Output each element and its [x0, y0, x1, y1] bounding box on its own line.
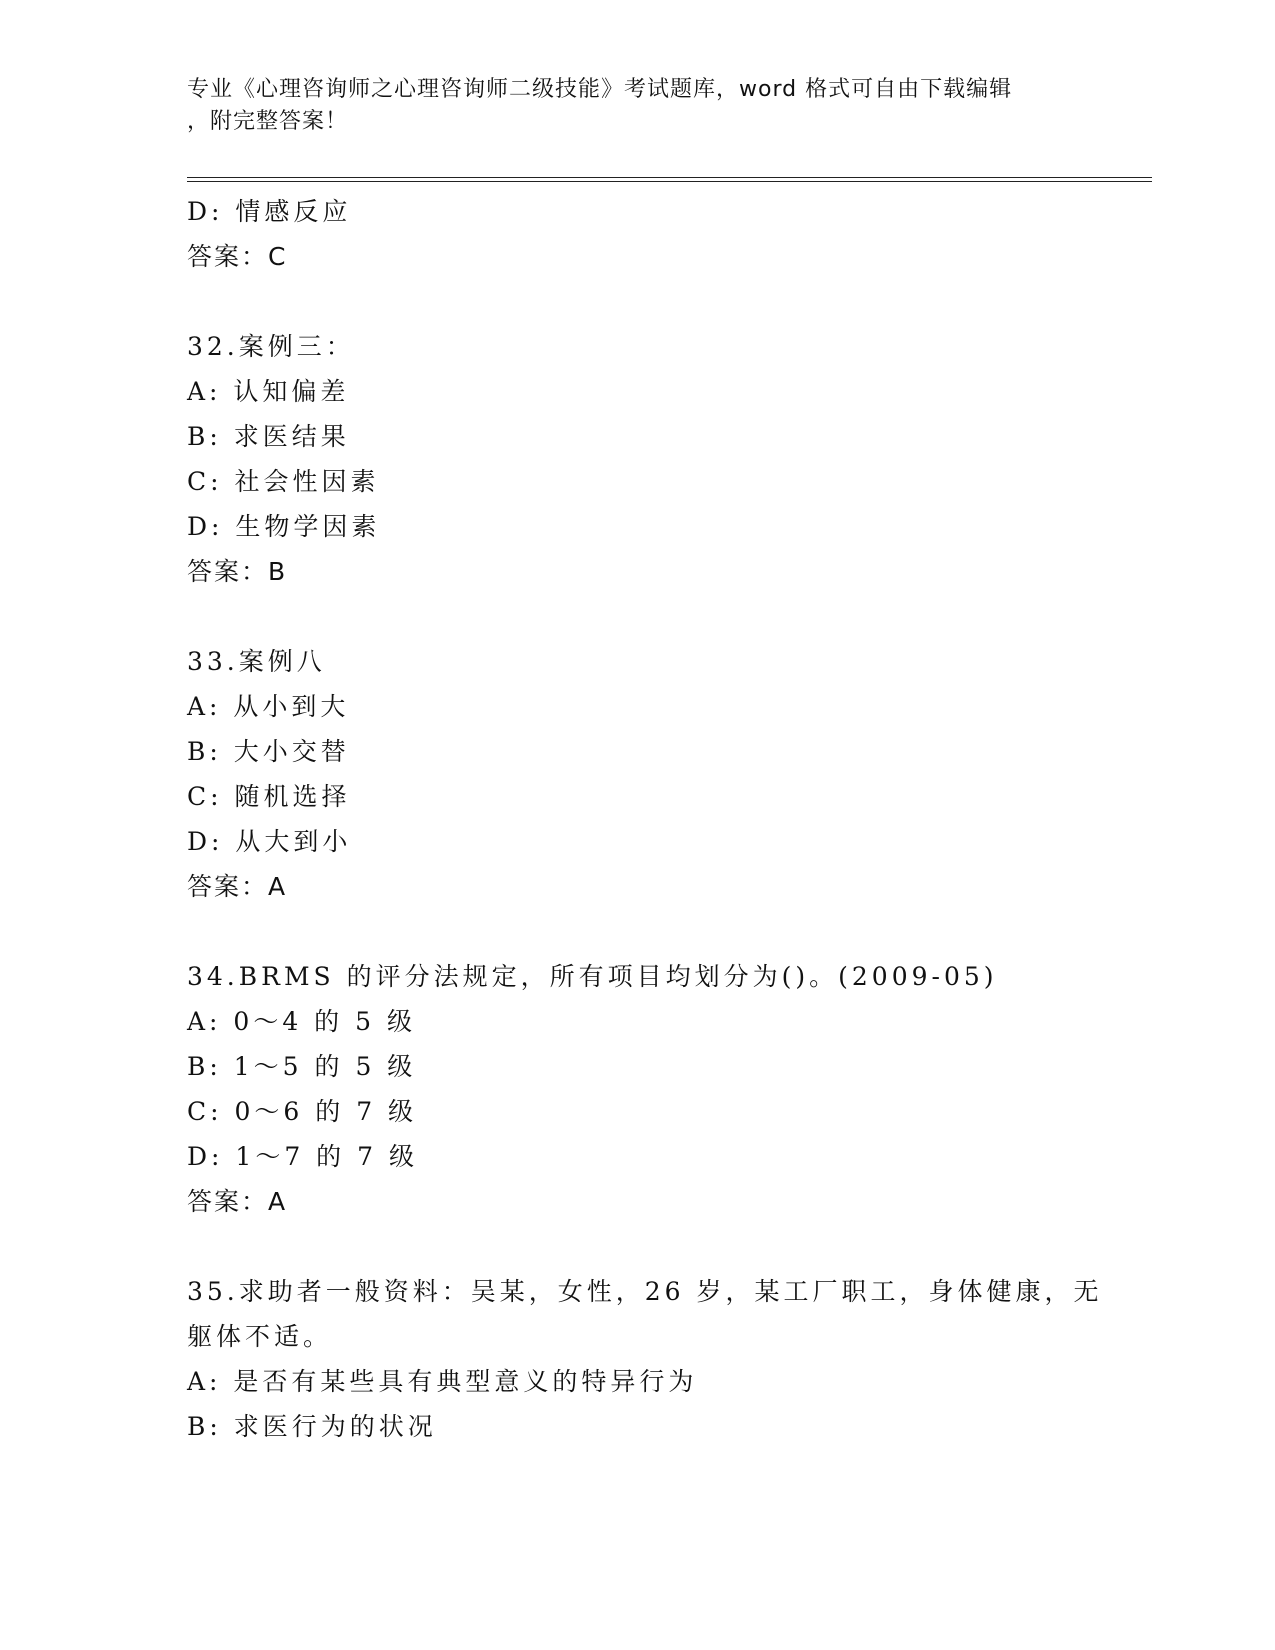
header-line-2: ，附完整答案！	[187, 109, 349, 134]
option-c: C: 随机选择	[187, 782, 351, 811]
option-a: A: 是否有某些具有典型意义的特异行为	[187, 1367, 698, 1396]
question-32	[187, 324, 1127, 594]
question-stem-line-2: 躯体不适。	[187, 1322, 333, 1351]
answer: 答案：A	[187, 1187, 288, 1216]
header-line-1: 专业《心理咨询师之心理咨询师二级技能》考试题库，word 格式可自由下载编辑	[187, 77, 1013, 102]
option-d: D: 从大到小	[187, 827, 352, 856]
answer: 答案：A	[187, 872, 288, 901]
question-stem-line-1: 35.求助者一般资料：吴某，女性，26 岁，某工厂职工，身体健康，无	[187, 1277, 1103, 1306]
page-header	[187, 74, 1067, 138]
option-a: A: 0～4 的 5 级	[187, 1007, 416, 1036]
question-stem: 34.BRMS 的评分法规定，所有项目均划分为()。(2009-05)	[187, 962, 998, 991]
option-c: C: 0～6 的 7 级	[187, 1097, 418, 1126]
option-b: B: 求医结果	[187, 422, 350, 451]
option-a: A: 从小到大	[187, 692, 350, 721]
option-a: A: 认知偏差	[187, 377, 350, 406]
option-c: C: 社会性因素	[187, 467, 380, 496]
document-body	[187, 189, 1127, 1449]
question-33	[187, 639, 1127, 909]
header-divider-top	[187, 177, 1152, 178]
option-b: B: 1～5 的 5 级	[187, 1052, 417, 1081]
question-stem: 33.案例八	[187, 647, 326, 676]
answer: 答案：B	[187, 557, 288, 586]
prev-option-d: D: 情感反应	[187, 197, 352, 226]
prev-answer: 答案：C	[187, 242, 288, 271]
header-divider-bottom	[187, 181, 1152, 182]
question-35	[187, 1269, 1127, 1449]
question-34	[187, 954, 1127, 1224]
option-b: B: 求医行为的状况	[187, 1412, 437, 1441]
option-d: D: 生物学因素	[187, 512, 381, 541]
option-d: D: 1～7 的 7 级	[187, 1142, 418, 1171]
question-stem: 32.案例三：	[187, 332, 355, 361]
option-b: B: 大小交替	[187, 737, 350, 766]
